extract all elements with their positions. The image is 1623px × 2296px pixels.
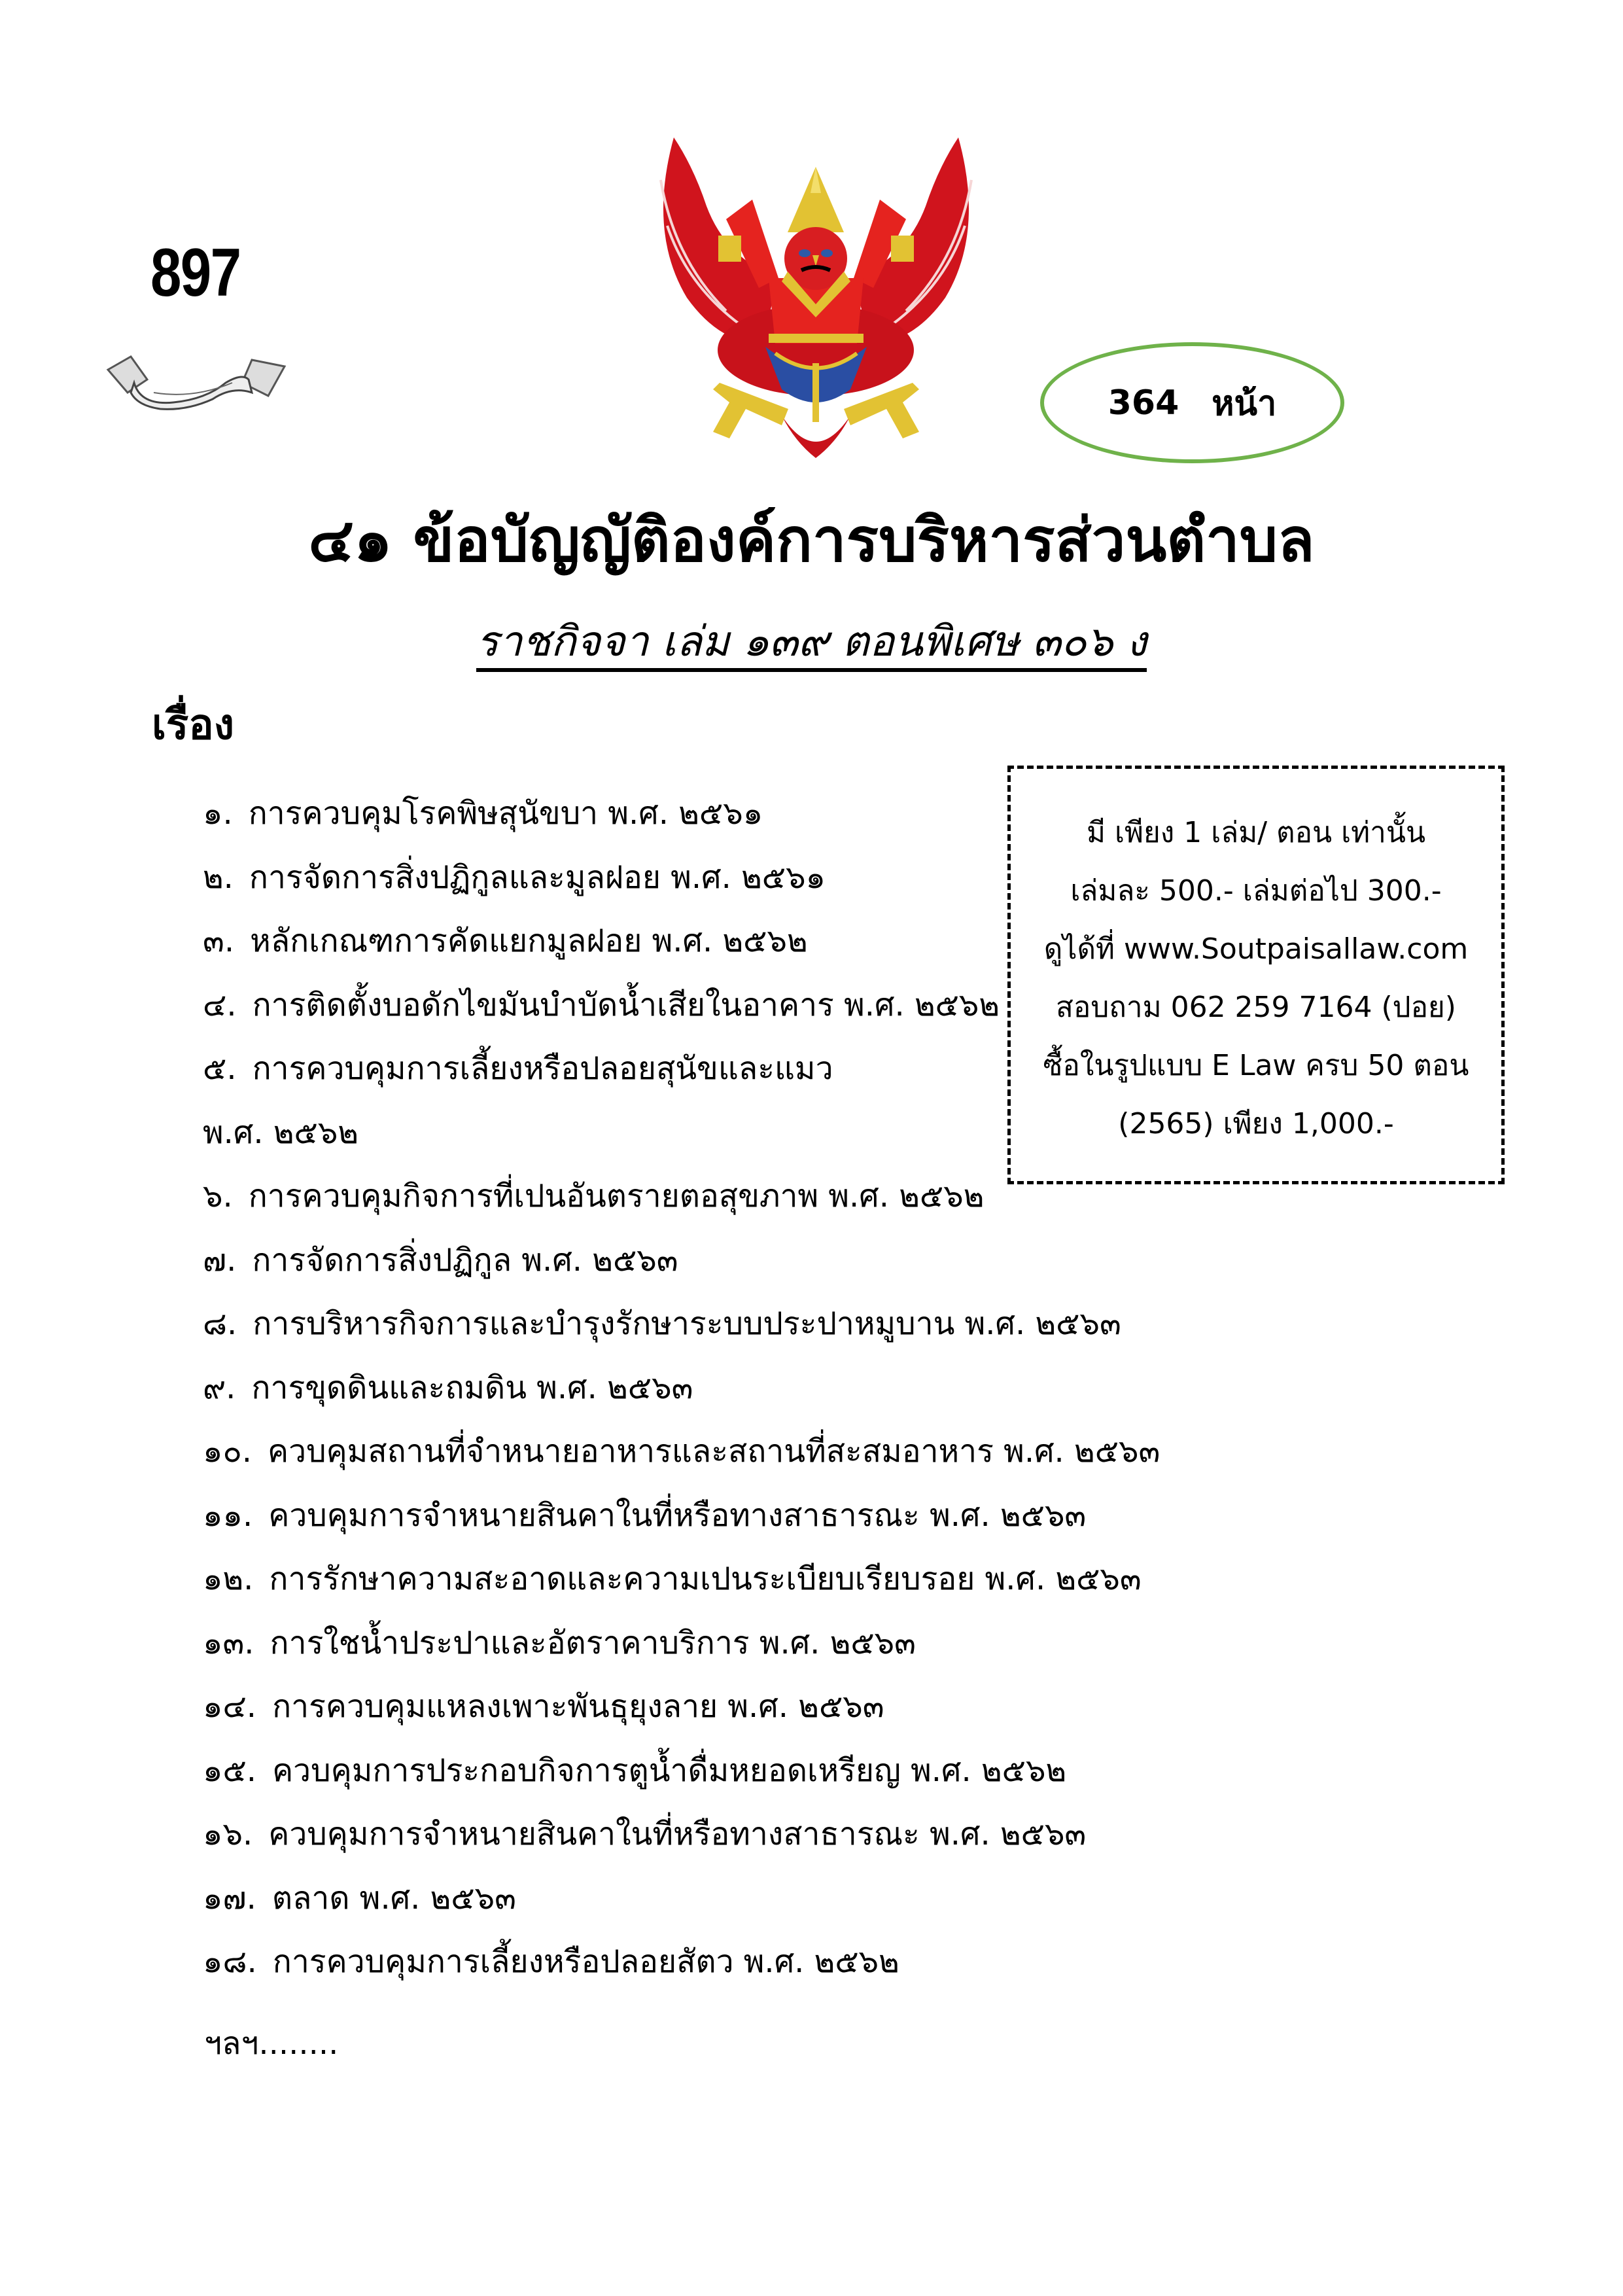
list-item bbox=[203, 1930, 1184, 1994]
item-number: ๕. bbox=[203, 1050, 237, 1087]
item-text: การใชน้ำประปาและอัตราคาบริการ พ.ศ. ๒๕๖๓ bbox=[270, 1624, 916, 1661]
page-count-badge bbox=[1040, 342, 1344, 463]
list-item bbox=[203, 1675, 1184, 1739]
garuda-emblem-icon bbox=[648, 128, 985, 461]
gazette-reference-text: ราชกิจจา เล่ม ๑๓๙ ตอนพิเศษ ๓๐๖ ง bbox=[476, 618, 1147, 672]
info-elaw-price: (2565) เพียง 1,000.- bbox=[1118, 1107, 1394, 1140]
item-text: หลักเกณฑการคัดแยกมูลฝอย พ.ศ. ๒๕๖๒ bbox=[250, 923, 808, 959]
info-availability: มี เพียง 1 เล่ม/ ตอน เท่านั้น bbox=[1086, 816, 1426, 849]
item-number: ๑๔. bbox=[203, 1688, 257, 1725]
list-item bbox=[203, 1803, 1184, 1867]
info-website: ดูได้ที่ www.Soutpaisallaw.com bbox=[1043, 932, 1469, 966]
item-text: การควบคุมการเลี้ยงหรือปลอยสัตว พ.ศ. ๒๕๖๒ bbox=[272, 1943, 899, 1980]
info-elaw: ซื้อในรูปแบบ E Law ครบ 50 ตอน bbox=[1043, 1049, 1469, 1082]
page-count-unit: หน้า bbox=[1212, 384, 1277, 423]
item-text: พ.ศ. ๒๕๖๒ bbox=[203, 1114, 358, 1151]
item-number: ๑๖. bbox=[203, 1816, 253, 1852]
item-text: ควบคุมการประกอบกิจการตูน้ำดื่มหยอดเหรียญ พ.ศ. ๒๕๖๒ bbox=[272, 1752, 1067, 1789]
item-number: ๘. bbox=[203, 1305, 237, 1342]
item-text: การติดตั้งบอดักไขมันบำบัดน้ำเสียในอาคาร พ.ศ. ๒๕๖๒ bbox=[252, 986, 1000, 1023]
list-item bbox=[203, 1356, 1184, 1421]
item-text: การบริหารกิจการและบำรุงรักษาระบบประปาหมูบาน พ.ศ. ๒๕๖๓ bbox=[253, 1305, 1121, 1342]
item-number: ๑๐. bbox=[203, 1433, 253, 1470]
item-number: ๑๗. bbox=[203, 1879, 256, 1916]
info-contact: สอบถาม 062 259 7164 (ปอย) bbox=[1056, 991, 1456, 1024]
list-item bbox=[203, 1547, 1184, 1612]
document-code-number: 897 bbox=[150, 235, 241, 311]
item-text: การรักษาความสะอาดและความเปนระเบียบเรียบรอย พ.ศ. ๒๕๖๓ bbox=[269, 1561, 1142, 1597]
etc-text: ฯลฯ........ bbox=[204, 2025, 339, 2062]
item-text: ควบคุมสถานที่จำหนายอาหารและสถานที่สะสมอาหาร พ.ศ. ๒๕๖๓ bbox=[268, 1433, 1161, 1470]
document-title: ๔๑ ข้อบัญญัติองค์การบริหารส่วนตำบล bbox=[308, 505, 1315, 575]
item-number: ๑๓. bbox=[203, 1624, 254, 1661]
list-item bbox=[203, 1484, 1184, 1548]
item-text: การจัดการสิ่งปฏิกูล พ.ศ. ๒๕๖๓ bbox=[252, 1241, 678, 1279]
info-price: เล่มละ 500.- เล่มต่อไป 300.- bbox=[1070, 874, 1442, 908]
info-box bbox=[1007, 766, 1505, 1184]
page-count-number: 364 bbox=[1108, 383, 1179, 423]
item-number: ๒. bbox=[203, 858, 234, 896]
list-item bbox=[203, 1612, 1184, 1676]
item-text: ตลาด พ.ศ. ๒๕๖๓ bbox=[271, 1879, 516, 1916]
item-text: การจัดการสิ่งปฏิกูลและมูลฝอย พ.ศ. ๒๕๖๑ bbox=[249, 858, 826, 896]
item-text: การขุดดินและถมดิน พ.ศ. ๒๕๖๓ bbox=[251, 1369, 693, 1406]
item-number: ๑๑. bbox=[203, 1496, 253, 1534]
item-number: ๙. bbox=[203, 1369, 236, 1406]
gazette-reference bbox=[0, 618, 1623, 672]
item-number: ๗. bbox=[203, 1241, 237, 1279]
list-item bbox=[203, 1292, 1184, 1356]
list-item bbox=[203, 1867, 1184, 1931]
item-number: ๔. bbox=[203, 986, 237, 1023]
item-number: ๑. bbox=[203, 795, 233, 832]
item-number: ๖. bbox=[203, 1178, 233, 1214]
item-number: ๑๘. bbox=[203, 1943, 257, 1980]
item-number: ๑๒. bbox=[203, 1561, 254, 1597]
item-number: ๑๕. bbox=[203, 1752, 257, 1789]
seal-ribbon-icon bbox=[101, 347, 291, 412]
item-number: ๓. bbox=[203, 923, 235, 959]
item-text: การควบคุมโรคพิษสุนัขบา พ.ศ. ๒๕๖๑ bbox=[248, 795, 763, 832]
item-text: ควบคุมการจำหนายสินคาในที่หรือทางสาธารณะ พ.ศ. ๒๕๖๓ bbox=[268, 1816, 1087, 1852]
list-item bbox=[203, 1739, 1184, 1803]
item-text: ควบคุมการจำหนายสินคาในที่หรือทางสาธารณะ พ.ศ. ๒๕๖๓ bbox=[268, 1496, 1087, 1534]
list-item bbox=[203, 1420, 1184, 1484]
item-text: การควบคุมแหลงเพาะพันธุยุงลาย พ.ศ. ๒๕๖๓ bbox=[272, 1688, 884, 1725]
item-text: การควบคุมกิจการที่เปนอันตรายตอสุขภาพ พ.ศ. ๒๕๖๒ bbox=[248, 1178, 985, 1214]
topic-heading: เรื่อง bbox=[152, 701, 234, 749]
list-item bbox=[203, 1229, 1184, 1293]
item-text: การควบคุมการเลี้ยงหรือปลอยสุนัขและแมว bbox=[252, 1050, 833, 1087]
